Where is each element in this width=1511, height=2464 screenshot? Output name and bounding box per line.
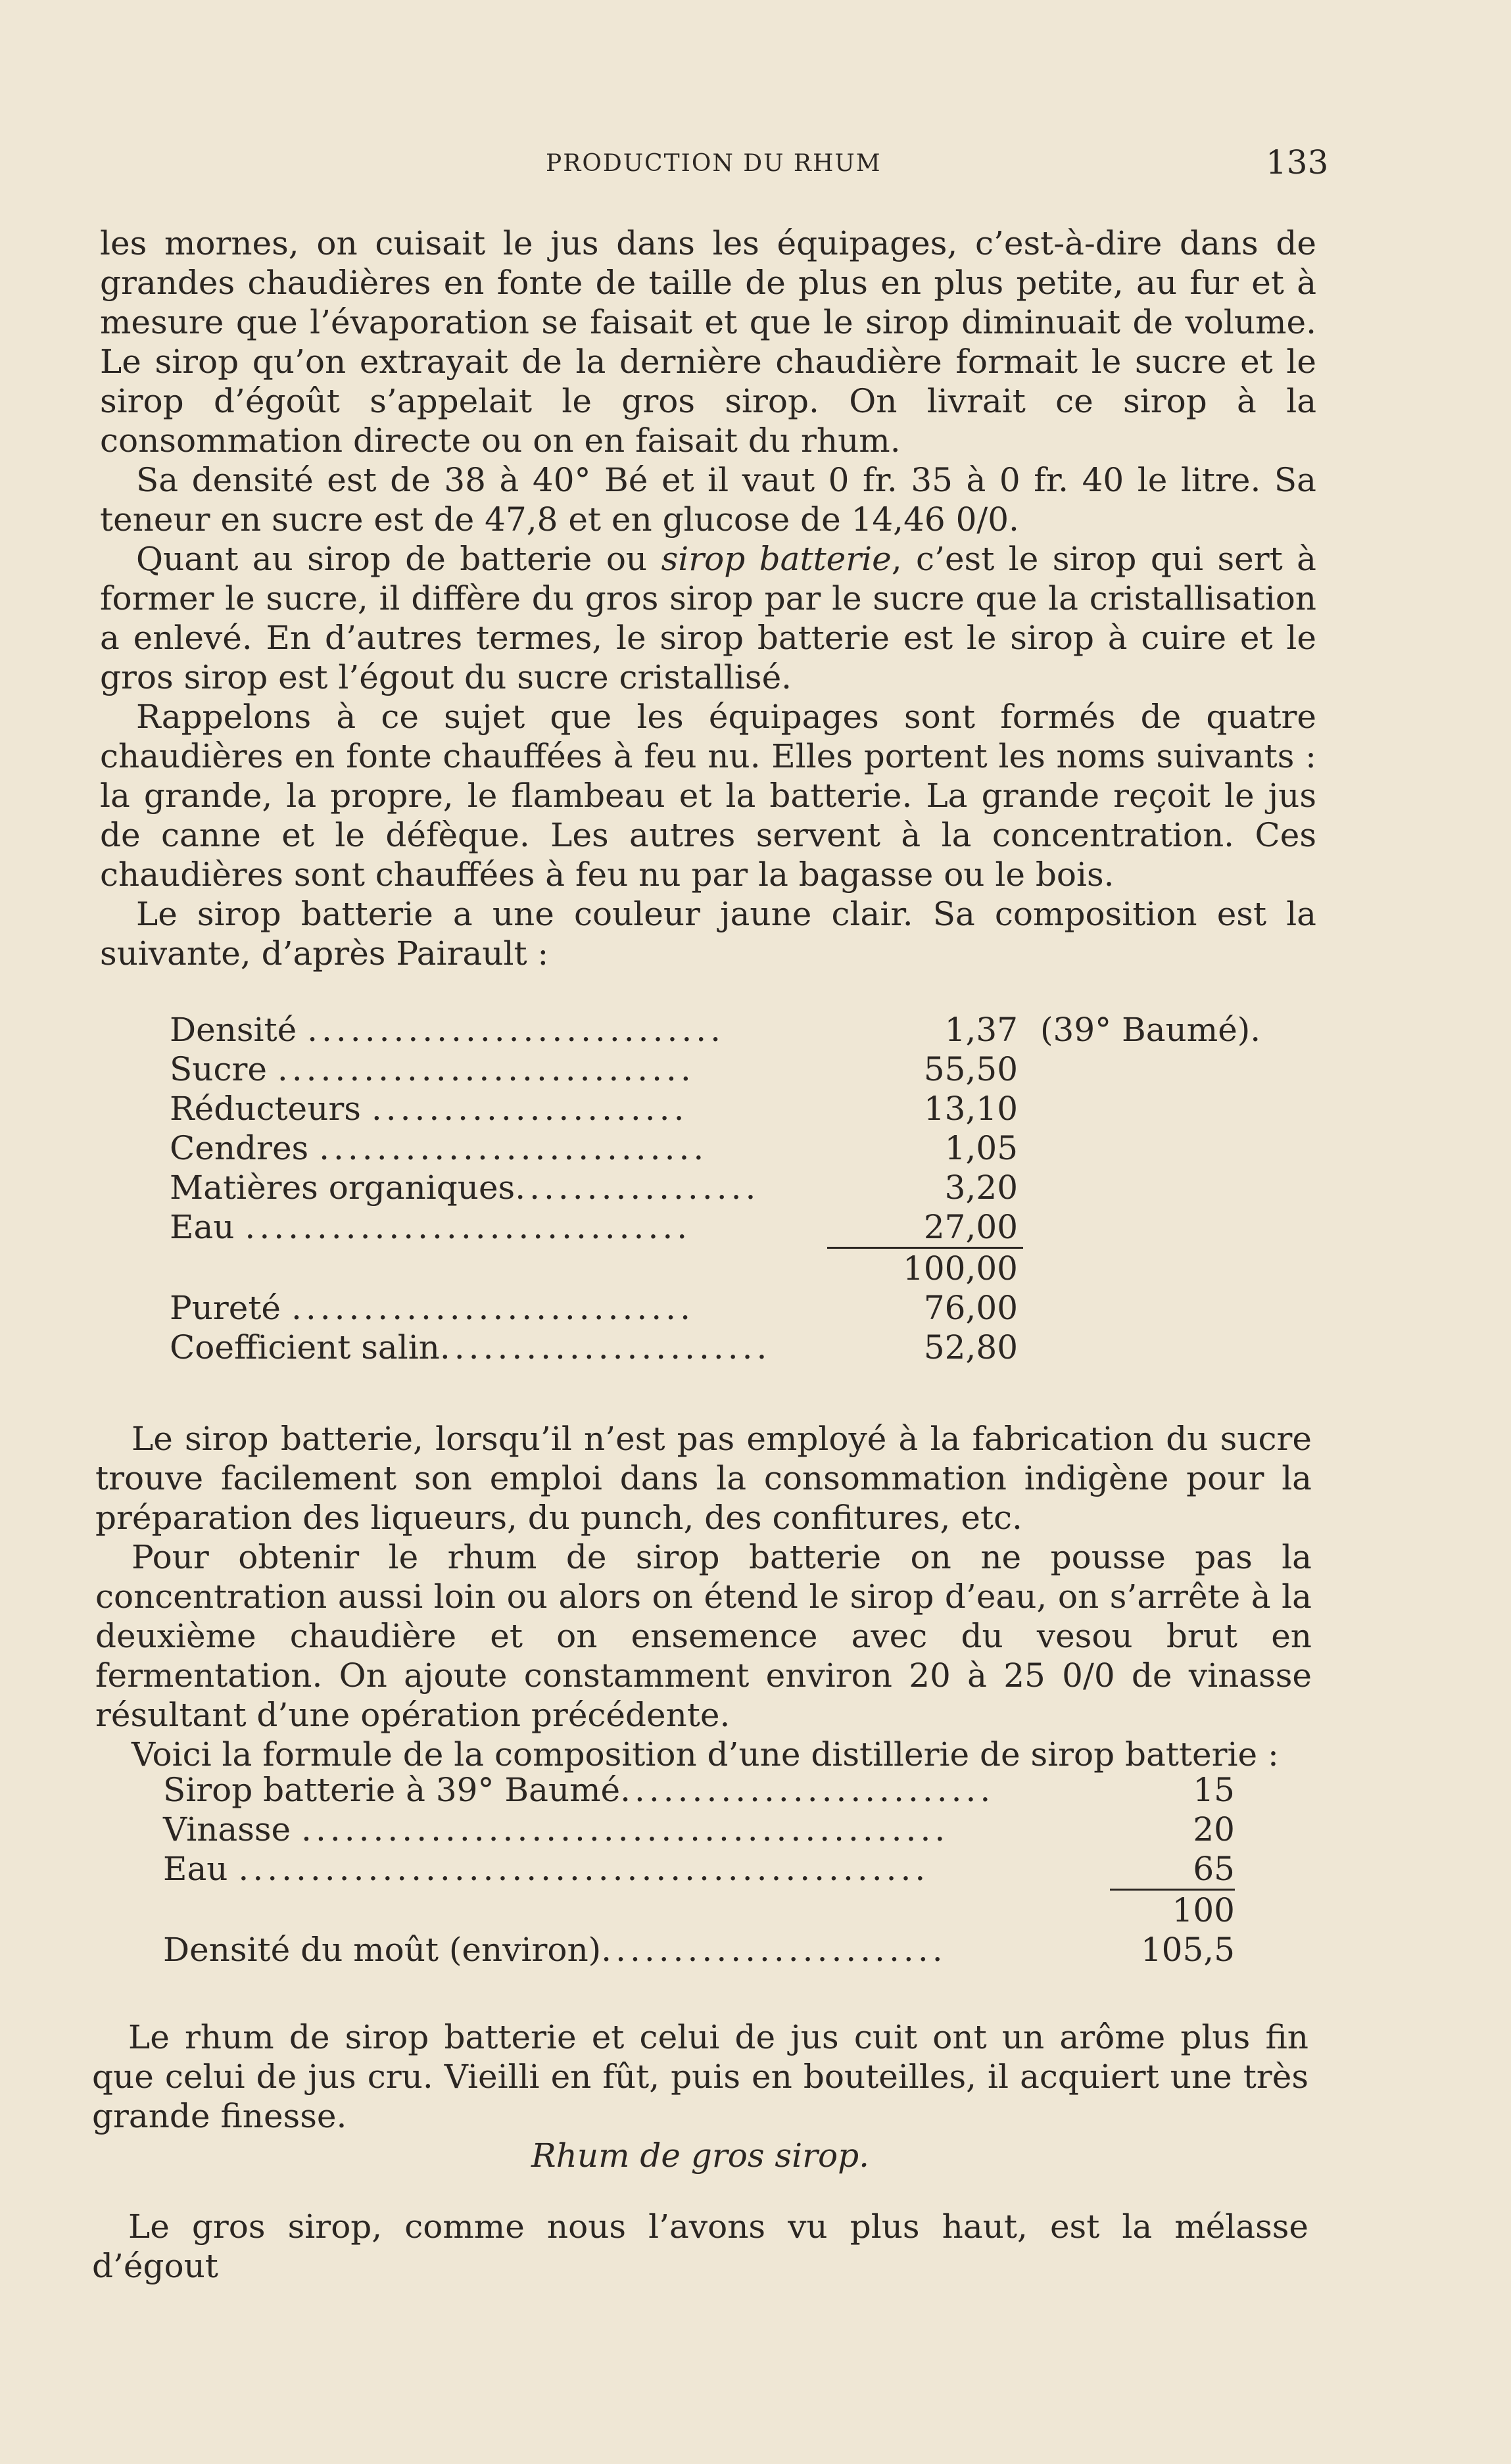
total-value: 100 — [1110, 1890, 1235, 1931]
text-block-2 — [95, 1419, 1312, 1774]
table-row — [170, 1050, 1260, 1089]
paragraph: Le sirop batterie, lorsqu’il n’est pas employé à la fabrication du sucre trouve facilement son emploi dans la consommation indigène pour la préparation des liqueurs, du punch, des confitures, etc. — [95, 1420, 1312, 1537]
paragraph: Le sirop batterie a une couleur jaune clair. Sa composition est la suivante, d’après Pairault : — [100, 895, 1316, 973]
row-value: 20 — [1193, 1810, 1235, 1848]
row-note: (39° Baumé). — [1040, 1011, 1261, 1049]
row-value: 52,80 — [923, 1328, 1018, 1366]
row-value: 105,5 — [1140, 1931, 1235, 1969]
row-value: 13,10 — [923, 1090, 1018, 1128]
paragraph-text: , c’est le sirop qui sert à former le sucre, il diffère du gros sirop par le sucre que la cristallisation a enlevé. En d’autres termes, le sirop batterie est le sirop à cuire et le gros sirop est l’égout du sucre cristallisé. — [100, 540, 1316, 696]
row-label: Pureté ............................ — [170, 1289, 694, 1327]
row-value: 27,00 — [923, 1208, 1018, 1246]
row-value: 1,05 — [944, 1129, 1018, 1167]
table-row — [170, 1128, 1260, 1168]
table-row — [163, 1810, 1235, 1849]
total-value: 100,00 — [827, 1248, 1023, 1289]
table-row — [163, 1930, 1235, 1969]
row-label: Vinasse ............................................. — [163, 1810, 949, 1848]
paragraph: Pour obtenir le rhum de sirop batterie on ne pousse pas la concentration aussi loin ou alors on étend le sirop d’eau, on s’arrête à la deuxième chaudière et on ensemence avec du vesou brut en fermentation. On ajoute constamment environ 20 à 25 0/0 de vinasse résultant d’une opération précédente. — [95, 1538, 1312, 1734]
composition-table — [170, 1010, 1260, 1367]
paragraph — [100, 539, 1316, 697]
table-row — [163, 1770, 1235, 1810]
table-row — [170, 1328, 1260, 1367]
row-label: Matières organiques................. — [170, 1169, 760, 1207]
italic-term: sirop batterie — [661, 540, 892, 578]
table-row — [170, 1089, 1260, 1128]
row-label: Eau ............................... — [170, 1208, 692, 1246]
paragraph: Voici la formule de la composition d’une distillerie de sirop batterie : — [132, 1735, 1279, 1774]
total-row — [170, 1248, 1260, 1289]
table-row — [163, 1849, 1235, 1890]
text-block-3 — [92, 2017, 1308, 2175]
row-value: 65 — [1193, 1850, 1235, 1888]
row-value: 76,00 — [923, 1289, 1018, 1327]
paragraph-text: Quant au sirop de batterie ou — [136, 540, 648, 578]
row-label: Densité ............................. — [170, 1011, 725, 1049]
row-label: Densité du moût (environ)........................ — [163, 1931, 947, 1969]
table-row — [170, 1288, 1260, 1328]
row-label: Sucre ............................. — [170, 1050, 695, 1088]
row-value: 1,37 — [944, 1011, 1018, 1049]
text-block-4 — [92, 2207, 1308, 2286]
running-header: PRODUCTION DU RHUM — [546, 150, 882, 177]
text-block-1 — [100, 224, 1316, 973]
row-label: Sirop batterie à 39° Baumé.......................... — [163, 1771, 995, 1809]
section-title: Rhum de gros sirop. — [531, 2137, 869, 2175]
row-label: Réducteurs ...................... — [170, 1090, 688, 1128]
paragraph: Rappelons à ce sujet que les équipages sont formés de quatre chaudières en fonte chauffées à feu nu. Elles portent les noms suivants : la grande, la propre, le flambeau et la batterie. La grande reçoit le jus de canne et le défèque. Les autres servent à la concentration. Ces chaudières sont chauffées à feu nu par la bagasse ou le bois. — [100, 698, 1316, 894]
row-value: 15 — [1193, 1771, 1235, 1809]
paragraph: les mornes, on cuisait le jus dans les équipages, c’est-à-dire dans de grandes chaudières en fonte de taille de plus en plus petite, au fur et à mesure que l’évaporation se faisait et que le sirop diminuait de volume. Le sirop qu’on extrayait de la dernière chaudière formait le sucre et le sirop d’égoût s’appelait le gros sirop. On livrait ce sirop à la consommation directe ou on en faisait du rhum. — [100, 224, 1316, 460]
paragraph: Le rhum de sirop batterie et celui de jus cuit ont un arôme plus fin que celui de jus cru. Vieilli en fût, puis en bouteilles, il acquiert une très grande finesse. — [92, 2018, 1308, 2135]
total-row — [163, 1890, 1235, 1931]
row-label: Cendres ........................... — [170, 1129, 708, 1167]
row-label: Eau ................................................ — [163, 1850, 930, 1888]
distillery-formula-table — [163, 1770, 1235, 1969]
table-row — [170, 1207, 1260, 1248]
row-value: 55,50 — [923, 1050, 1018, 1088]
paragraph: Sa densité est de 38 à 40° Bé et il vaut 0 fr. 35 à 0 fr. 40 le litre. Sa teneur en sucre est de 47,8 et en glucose de 14,46 0/0. — [100, 461, 1316, 539]
paragraph: Le gros sirop, comme nous l’avons vu plus haut, est la mélasse d’égout — [92, 2208, 1308, 2285]
row-value: 3,20 — [944, 1169, 1018, 1207]
table-row — [170, 1010, 1260, 1050]
page-number: 133 — [1266, 143, 1329, 181]
table-row — [170, 1168, 1260, 1207]
row-label: Coefficient salin....................... — [170, 1328, 771, 1366]
